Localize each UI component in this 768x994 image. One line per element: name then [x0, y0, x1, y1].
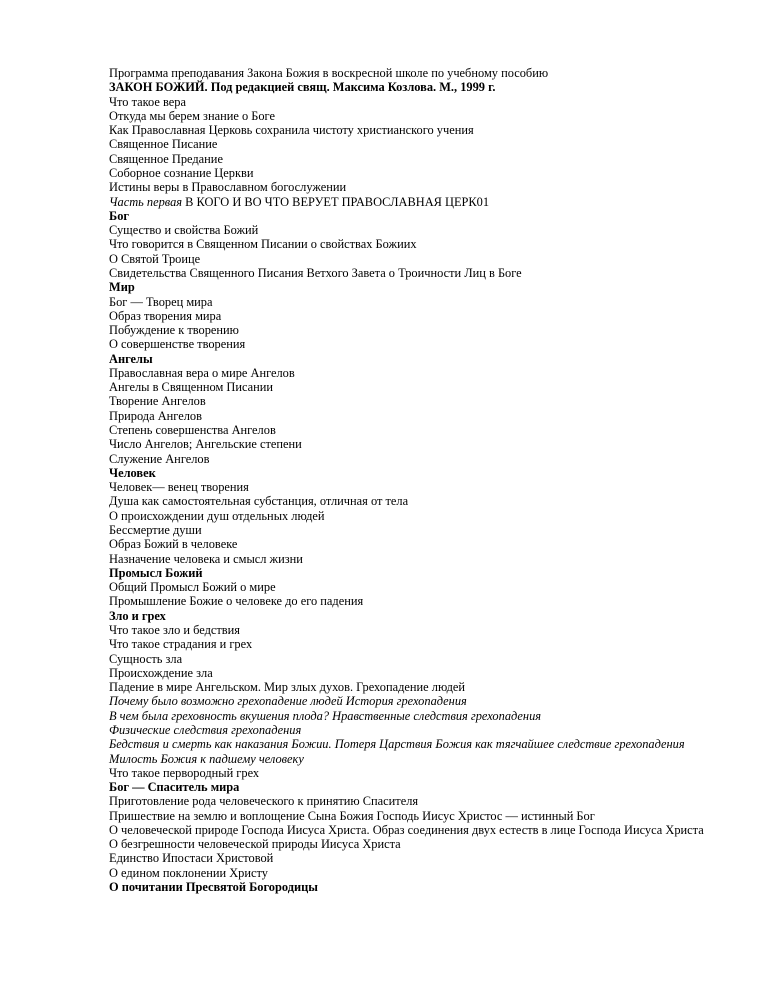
text-line [109, 309, 729, 323]
section-heading [109, 609, 729, 623]
line-text: Милость Божия к падшему человеку [109, 751, 304, 766]
line-text: Священное Писание [109, 137, 218, 152]
text-line [109, 123, 729, 137]
text-line [109, 694, 729, 708]
text-line [109, 409, 729, 423]
line-text: Программа преподавания Закона Божия в воскресной школе по учебному пособию [109, 66, 549, 80]
text-line [109, 480, 729, 494]
text-line [109, 851, 729, 865]
line-text: Бог — Спаситель мира [109, 780, 240, 795]
line-text: Происхождение зла [109, 665, 213, 680]
line-text: Физические следствия грехопадения [109, 722, 302, 737]
line-text: Назначение человека и смысл жизни [109, 551, 303, 566]
line-text: О почитании Пресвятой Богородицы [109, 880, 318, 895]
text-line [109, 452, 729, 466]
line-text: Мир [109, 280, 135, 295]
line-text: Промышление Божие о человеке до его падения [109, 594, 364, 609]
text-line [109, 195, 729, 209]
line-text: Приготовление рода человеческого к принятию Спасителя [109, 794, 419, 809]
text-line [109, 766, 729, 780]
line-text: Что говорится в Священном Писании о свойствах Божиих [109, 237, 417, 252]
line-text: Существо и свойства Божий [109, 223, 259, 238]
text-line [109, 637, 729, 651]
section-heading [109, 566, 729, 580]
text-line [109, 794, 729, 808]
line-text: Сущность зла [109, 651, 183, 666]
line-text: О едином поклонении Христу [109, 865, 268, 880]
line-text: Общий Промысл Божий о мире [109, 580, 276, 595]
line-text: О Святой Троице [109, 251, 201, 266]
text-line [109, 323, 729, 337]
text-line [109, 437, 729, 451]
line-text: Бог — Творец мира [109, 294, 213, 309]
line-text: Промысл Божий [109, 565, 203, 580]
line-text: Творение Ангелов [109, 394, 206, 409]
text-line [109, 666, 729, 680]
text-line [109, 66, 729, 80]
line-text: В чем была греховность вкушения плода? Нравственные следствия грехопадения [109, 708, 542, 723]
text-line [109, 494, 729, 508]
section-heading [109, 466, 729, 480]
document-body [109, 66, 729, 894]
line-text: Образ творения мира [109, 308, 222, 323]
line-text: Часть первая [109, 194, 183, 209]
text-line [109, 809, 729, 823]
line-text: Соборное сознание Церкви [109, 165, 254, 180]
text-line [109, 823, 729, 837]
text-line [109, 623, 729, 637]
text-line [109, 866, 729, 880]
text-line [109, 537, 729, 551]
text-line [109, 137, 729, 151]
line-text: Степень совершенства Ангелов [109, 423, 276, 438]
text-line [109, 95, 729, 109]
line-text: Почему было возможно грехопадение людей История грехопадения [109, 694, 467, 709]
line-text: Служение Ангелов [109, 451, 210, 466]
line-text: Душа как самостоятельная субстанция, отличная от тела [109, 494, 409, 509]
line-text: Пришествие на землю и воплощение Сына Божия Господь Иисус Христос — истинный Бог [109, 808, 595, 823]
line-text: О человеческой природе Господа Иисуса Христа. Образ соединения двух естеств в лице Господа Иисуса Христа [109, 822, 704, 837]
line-text: Зло и грех [109, 608, 166, 623]
section-heading [109, 352, 729, 366]
line-text: Свидетельства Священного Писания Ветхого Завета о Троичности Лиц в Боге [109, 265, 522, 280]
line-text: Что такое страдания и грех [109, 637, 253, 652]
text-line [109, 295, 729, 309]
text-line [109, 752, 729, 766]
line-text: Бог [109, 208, 130, 223]
line-text: ЗАКОН БОЖИЙ. Под редакцией свящ. Максима Козлова. М., 1999 г. [109, 80, 496, 95]
text-line [109, 423, 729, 437]
section-heading [109, 880, 729, 894]
line-text: О безгрешности человеческой природы Иисуса Христа [109, 837, 401, 852]
line-text: Как Православная Церковь сохранила чистоту христианского учения [109, 123, 474, 138]
text-line [109, 523, 729, 537]
line-text: Что такое зло и бедствия [109, 622, 240, 637]
text-line [109, 552, 729, 566]
section-heading [109, 280, 729, 294]
text-line [109, 680, 729, 694]
line-text: О происхождении душ отдельных людей [109, 508, 325, 523]
text-line [109, 266, 729, 280]
line-text: Природа Ангелов [109, 408, 202, 423]
text-line [109, 709, 729, 723]
line-text: Человек [109, 465, 156, 480]
text-line [109, 509, 729, 523]
line-text: Бессмертие души [109, 523, 202, 537]
text-line [109, 580, 729, 594]
text-line [109, 737, 729, 751]
text-line [109, 837, 729, 851]
line-text: Падение в мире Ангельском. Мир злых духов. Грехопадение людей [109, 680, 466, 695]
line-text: Число Ангелов; Ангельские степени [109, 437, 302, 452]
line-text: Побуждение к творению [109, 323, 239, 338]
text-line [109, 109, 729, 123]
line-text: О совершенстве творения [109, 337, 246, 352]
text-line [109, 180, 729, 194]
line-text: Человек— венец творения [109, 480, 249, 495]
text-line [109, 652, 729, 666]
text-line [109, 252, 729, 266]
line-text: Ангелы в Священном Писании [109, 380, 274, 395]
line-text: Единство Ипостаси Христовой [109, 851, 274, 866]
line-text: Истины веры в Православном богослужении [109, 180, 347, 195]
line-text: Что такое первородный грех [109, 765, 260, 780]
text-line [109, 166, 729, 180]
line-text: Ангелы [109, 351, 153, 366]
text-line [109, 237, 729, 251]
line-text: Образ Божий в человеке [109, 537, 238, 552]
line-text: Православная вера о мире Ангелов [109, 365, 295, 380]
section-heading [109, 780, 729, 794]
line-text: Что такое вера [109, 94, 186, 109]
section-heading [109, 209, 729, 223]
line-text: Священное Предание [109, 151, 223, 166]
text-line [109, 366, 729, 380]
text-line [109, 594, 729, 608]
text-line [109, 723, 729, 737]
section-heading [109, 80, 729, 94]
line-text: Бедствия и смерть как наказания Божии. Потеря Царствия Божия как тягчайшее следствие грехопадения [109, 737, 685, 752]
line-text: Откуда мы берем знание о Боге [109, 108, 275, 123]
text-line [109, 223, 729, 237]
text-line [109, 394, 729, 408]
text-line [109, 152, 729, 166]
line-text: В КОГО И ВО ЧТО ВЕРУЕТ ПРАВОСЛАВНАЯ ЦЕРК01 [182, 194, 490, 209]
text-line [109, 380, 729, 394]
text-line [109, 337, 729, 351]
